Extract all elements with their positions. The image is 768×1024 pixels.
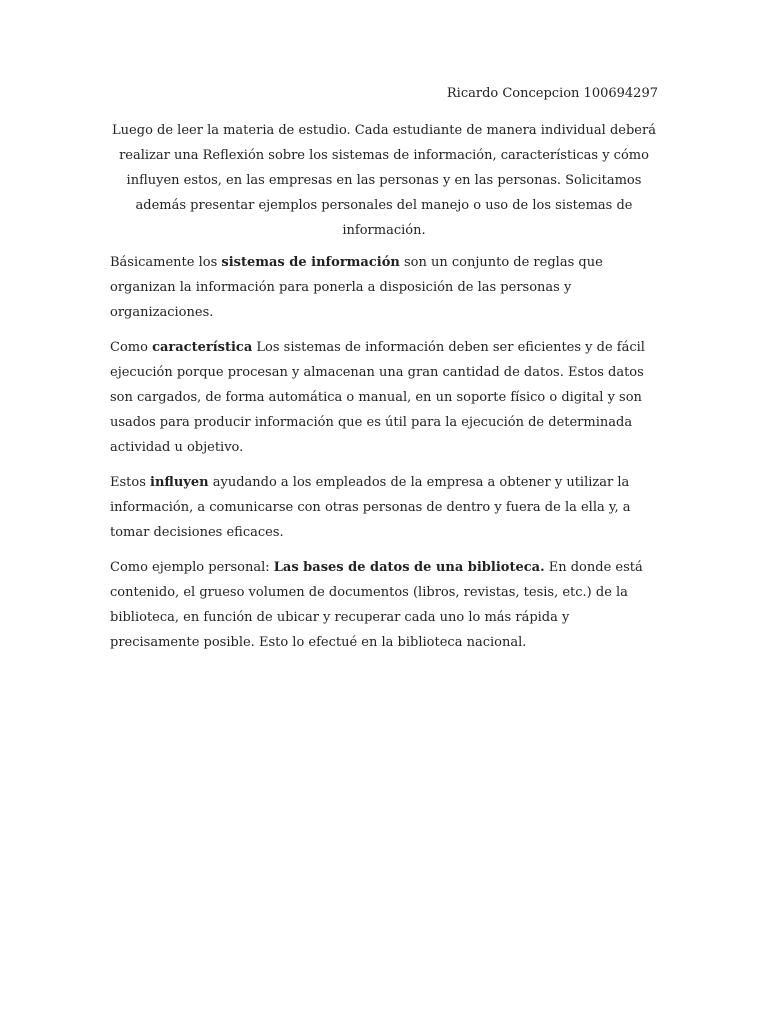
paragraph-characteristics: [110, 335, 658, 460]
paragraph-text: Como: [110, 340, 153, 355]
paragraph-text: Básicamente los: [110, 255, 222, 270]
paragraph-text: son un conjunto de reglas que organizan la información para ponerla a disposición de las personas y organizaciones.: [110, 255, 603, 320]
bold-term: influyen: [150, 475, 209, 490]
paragraph-text: Estos: [110, 475, 151, 490]
bold-term: Las bases de datos de una biblioteca.: [273, 560, 545, 575]
paragraph-definition: [110, 250, 658, 325]
assignment-instructions: Luego de leer la materia de estudio. Cada estudiante de manera individual deberá realizar una Reflexión sobre los sistemas de información, características y cómo influyen estos, en las empresas en las personas y en las personas. Solicitamos además presentar ejemplos personales del manejo o uso de los sistemas de información.: [112, 123, 656, 238]
paragraph-text: En donde está contenido, el grueso volumen de documentos (libros, revistas, tesis, etc.) de la biblioteca, en función de ubicar y recuperar cada uno lo más rápida y precisamente posible. Esto lo efectué en la biblioteca nacional.: [110, 560, 643, 650]
paragraph-text: Los sistemas de información deben ser eficientes y de fácil ejecución porque procesan y almacenan una gran cantidad de datos. Estos datos son cargados, de forma automática o manual, en un soporte físico o digital y son usados para producir información que es útil para la ejecución de determinada actividad u objetivo.: [110, 340, 645, 455]
paragraph-text: ayudando a los empleados de la empresa a obtener y utilizar la información, a comunicarse con otras personas de dentro y fuera de la ella y, a tomar decisiones eficaces.: [110, 475, 631, 540]
document-body: [110, 250, 658, 665]
paragraph-personal-example: [110, 555, 658, 655]
bold-term: característica: [152, 340, 253, 355]
author-line: Ricardo Concepcion 100694297: [446, 86, 658, 101]
paragraph-influence: [110, 470, 658, 545]
paragraph-text: Como ejemplo personal:: [110, 560, 274, 575]
bold-term: sistemas de información: [221, 255, 400, 270]
